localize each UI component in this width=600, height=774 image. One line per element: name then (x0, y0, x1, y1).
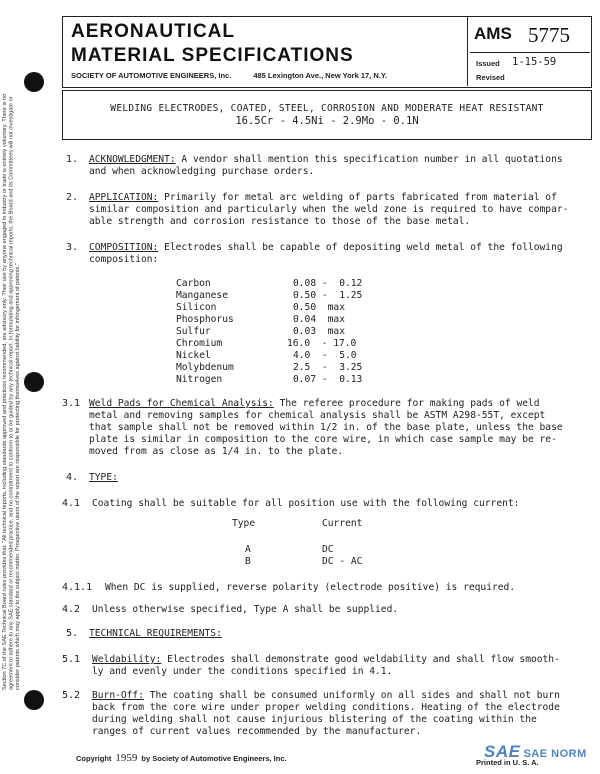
legal-side-note: Section 7C of the SAE Technical Board rules provides that: "All technical reports, including standards approved and practices recommended, are advisory only. Their use by anyone engaged in industry or trade is entirely voluntary. There is no agreement to adhere to any SAE standard or recommended practice, and no commitment to conform to or be guided by any technical report. In formulating and approving technical reports, the Board and its Committees will not investigate or consider patents which may apply to the subject matter. Prospective users of the report are responsible for protecting themselves against liability for infringement of patents." (2, 93, 21, 690)
paragraph-line: able strength and corrosion resistance to those of the base metal. (89, 216, 471, 227)
punch-hole-bottom (24, 690, 44, 710)
element-value: 0.50 - 1.25 (293, 290, 363, 301)
society-name: SOCIETY OF AUTOMOTIVE ENGINEERS, Inc. (71, 71, 232, 80)
ams-number: 5775 (528, 23, 570, 47)
spec-title-box (62, 90, 592, 140)
section-heading-type: TYPE: (89, 472, 118, 483)
section-heading: Weldability: (92, 654, 162, 665)
current-cell: DC (322, 544, 334, 555)
spec-subtitle: 16.5Cr - 4.5Ni - 2.9Mo - 0.1N (235, 115, 419, 127)
section-number: 4. (66, 472, 79, 483)
element-value: 0.04 max (293, 314, 345, 325)
society-line (71, 71, 387, 80)
paragraph-line: Primarily for metal arc welding of parts fabricated from material of (164, 192, 557, 203)
element-value: 0.07 - 0.13 (293, 374, 363, 385)
paragraph-line: and when acknowledging purchase orders. (89, 166, 315, 177)
paragraph-line: The coating shall be consumed uniformly on all sides and shall not burn (149, 690, 560, 701)
element-name: Nitrogen (176, 374, 223, 385)
element-name: Sulfur (176, 326, 211, 337)
copyright-holder: by Society of Automotive Engineers, Inc. (141, 754, 287, 763)
paragraph-line: plate is similar in composition to the core wire, in which case sample may be re- (89, 434, 557, 445)
element-value: 16.0 - 17.0 (287, 338, 357, 349)
header-title-block (63, 17, 468, 86)
paragraph-line: metal and removing samples for chemical analysis shall be ASTM A298-55T, except (89, 410, 546, 421)
copyright-line (76, 752, 287, 764)
element-name: Carbon (176, 278, 211, 289)
spec-title: WELDING ELECTRODES, COATED, STEEL, CORROSION AND MODERATE HEAT RESISTANT (110, 103, 544, 114)
section-composition (89, 242, 563, 254)
column-header-current: Current (322, 518, 363, 529)
section-heading-technical: TECHNICAL REQUIREMENTS: (89, 628, 222, 639)
punch-hole-middle (24, 372, 44, 392)
paragraph-line: Electrodes shall demonstrate good weldability and shall flow smooth- (167, 654, 560, 665)
paragraph-line: A vendor shall mention this specification number in all quotations (181, 154, 563, 165)
section-number: 1. (66, 154, 79, 165)
element-name: Nickel (176, 350, 211, 361)
element-value: 2.5 - 3.25 (293, 362, 363, 373)
element-name: Molybdenum (176, 362, 234, 373)
paragraph-line: The referee procedure for making pads of weld (279, 398, 540, 409)
sae-norm-watermark (484, 742, 587, 762)
paragraph-line: Unless otherwise specified, Type A shall be supplied. (92, 604, 399, 615)
header-title-line2: MATERIAL SPECIFICATIONS (71, 45, 354, 66)
section-number: 5. (66, 628, 79, 639)
paragraph-line: composition: (89, 254, 159, 265)
ams-label: AMS (474, 24, 512, 43)
issued-label: Issued (476, 59, 500, 68)
section-number: 2. (66, 192, 79, 203)
element-name: Phosphorus (176, 314, 234, 325)
section-heading: COMPOSITION: (89, 242, 159, 253)
section-number: 3.1 (62, 398, 81, 409)
section-heading: APPLICATION: (89, 192, 159, 203)
paragraph-line: similar composition and particularly when the weld zone is required to have compar- (89, 204, 569, 215)
copyright-year: 1959 (115, 752, 138, 764)
current-cell: DC - AC (322, 556, 363, 567)
revised-label: Revised (476, 73, 505, 82)
section-number: 5.1 (62, 654, 81, 665)
paragraph-line: Electrodes shall be capable of depositing weld metal of the following (164, 242, 563, 253)
punch-hole-top (24, 72, 44, 92)
watermark-text: SAE NORM (523, 748, 587, 760)
ams-number-box (470, 17, 590, 53)
paragraph-line: during welding shall not cause injurious blistering of the coating within the (92, 714, 537, 725)
element-name: Manganese (176, 290, 228, 301)
section-number: 4.1 (62, 498, 81, 509)
type-cell: A (245, 544, 251, 555)
sae-logo: SAE (484, 742, 521, 761)
society-address: 485 Lexington Ave., New York 17, N.Y. (253, 71, 388, 80)
paragraph-line: When DC is supplied, reverse polarity (electrode positive) is required. (105, 582, 516, 593)
header-title-line1: AERONAUTICAL (71, 21, 235, 42)
element-value: 0.50 max (293, 302, 345, 313)
section-acknowledgment (89, 154, 563, 166)
type-cell: B (245, 556, 251, 567)
element-value: 0.08 - 0.12 (293, 278, 363, 289)
element-name: Silicon (176, 302, 217, 313)
element-name: Chromium (176, 338, 223, 349)
document-header (62, 16, 592, 88)
section-weld-pads (89, 398, 540, 410)
paragraph-line: that sample shall not be removed within 1/2 in. of the base plate, unless the base (89, 422, 563, 433)
section-heading: Weld Pads for Chemical Analysis: (89, 398, 274, 409)
section-heading: Burn-Off: (92, 690, 144, 701)
paragraph-line: Coating shall be suitable for all position use with the following current: (92, 498, 520, 509)
spec-number-block (470, 17, 590, 86)
section-number: 3. (66, 242, 79, 253)
element-value: 0.03 max (293, 326, 345, 337)
section-number: 5.2 (62, 690, 81, 701)
paragraph-line: ranges of current values recommended by the manufacturer. (92, 726, 422, 737)
element-value: 4.0 - 5.0 (293, 350, 357, 361)
paragraph-line: back from the core wire under proper welding conditions. Heating of the electrode (92, 702, 560, 713)
issued-date: 1-15-59 (512, 56, 557, 68)
paragraph-line: moved from as close as 1/4 in. to the plate. (89, 446, 344, 457)
copyright-label: Copyright (76, 754, 112, 763)
section-number: 4.1.1 (62, 582, 93, 593)
section-burn-off (92, 690, 560, 702)
section-weldability (92, 654, 560, 666)
column-header-type: Type (232, 518, 256, 529)
section-application (89, 192, 557, 204)
section-number: 4.2 (62, 604, 81, 615)
section-heading: ACKNOWLEDGMENT: (89, 154, 176, 165)
paragraph-line: ly and evenly under the conditions specified in 4.1. (92, 666, 393, 677)
printed-in: Printed in U. S. A. (476, 758, 539, 767)
